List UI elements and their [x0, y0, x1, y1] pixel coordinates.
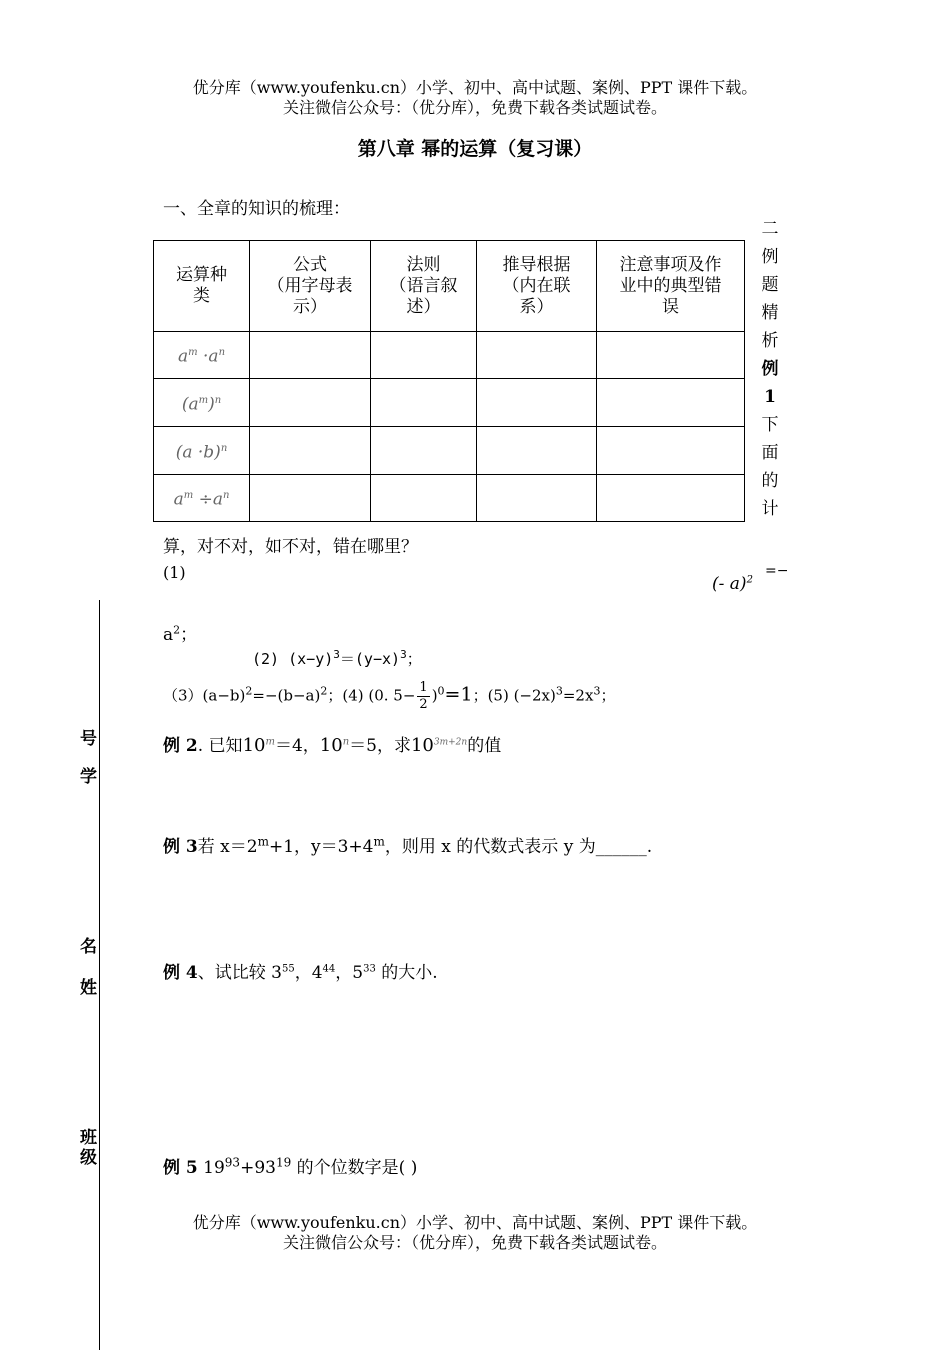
footer-line-1: 优分库（www.youfenku.cn）小学、初中、高中试题、案例、PPT 课件下载。 [192, 1213, 758, 1232]
ex1-item-2: (2) $(x-y)^3=(y-x)^3$； [252, 648, 422, 668]
example-3: 例 3若 $x=2^m+1$，$y=3+4^m$，则用 x 的代数式表示 y 为______. [163, 834, 653, 857]
ex1-item-1-result: $a^2$； [163, 623, 198, 645]
op-cell: $(a \cdot b)^n$ [154, 427, 250, 475]
sidebar-hao: 号 [80, 729, 97, 749]
binding-line [99, 600, 100, 1350]
header-cell-notes: 注意事项及作 业中的典型错 误 [597, 241, 745, 332]
op-cell: $(a^m)^n$ [154, 379, 250, 427]
ex1-item-1-label: (1) [163, 563, 186, 582]
header-cell-formula: 公式 （用字母表 示） [250, 241, 371, 332]
section-1-heading: 一、全章的知识的梳理： [163, 199, 350, 219]
header-cell-type: 运算种 类 [154, 241, 250, 332]
header-cell-basis: 推导根据 （内在联 系） [477, 241, 597, 332]
header-line-2: 关注微信公众号：（优分库），免费下载各类试题试卷。 [282, 98, 667, 117]
sidebar-xing: 姓 [80, 978, 97, 998]
op-cell: $a^m \cdot a^n$ [154, 332, 250, 379]
sidebar-banji: 班级 [80, 1128, 97, 1168]
table-row [154, 475, 745, 522]
page-title: 第八章 幂的运算（复习课） [357, 138, 593, 160]
ex1-item-1-eq: =− [765, 563, 789, 579]
example-4: 例 4、试比较 $3^{55}$，$4^{44}$，$5^{33}$ 的大小. [163, 963, 438, 983]
example-5: 例 5 $19^{93}+93^{19}$ 的个位数字是( ) [163, 1155, 418, 1178]
half-fraction: $\frac{1}{2}$ [419, 680, 428, 712]
sidebar-ming: 名 [80, 937, 97, 957]
example-2: 例 2. 已知$10^m=4$，$10^n=5$，求$10^{3m+2n}$的值 [163, 735, 502, 756]
example-1-question: 算，对不对，如不对，错在哪里？ [163, 537, 418, 557]
table-header-row [154, 241, 745, 332]
table-row [154, 427, 745, 475]
header-cell-rule: 法则 （语言叙 述） [371, 241, 477, 332]
ex1-item-1-expr: (- a)$^2$ [712, 574, 753, 594]
sidebar-xue: 学 [80, 767, 97, 787]
footer-line-2: 关注微信公众号：（优分库），免费下载各类试题试卷。 [282, 1233, 667, 1252]
table-row [154, 332, 745, 379]
ex1-items-3-5: $(3)(a-b)^2=-(b-a)^2$；(4) (0. 5− $\frac{1}{2}$ )$^0$=1；(5) $(-2x)^3=2x^3$； [163, 680, 616, 712]
op-cell: $a^m \div a^n$ [154, 475, 250, 522]
section-2-heading: 二 例 题 精 析 例 1 下 面 的 计 [761, 219, 779, 519]
table-row [154, 379, 745, 427]
knowledge-table [153, 240, 745, 522]
header-line-1: 优分库（www.youfenku.cn）小学、初中、高中试题、案例、PPT 课件下载。 [192, 78, 758, 97]
